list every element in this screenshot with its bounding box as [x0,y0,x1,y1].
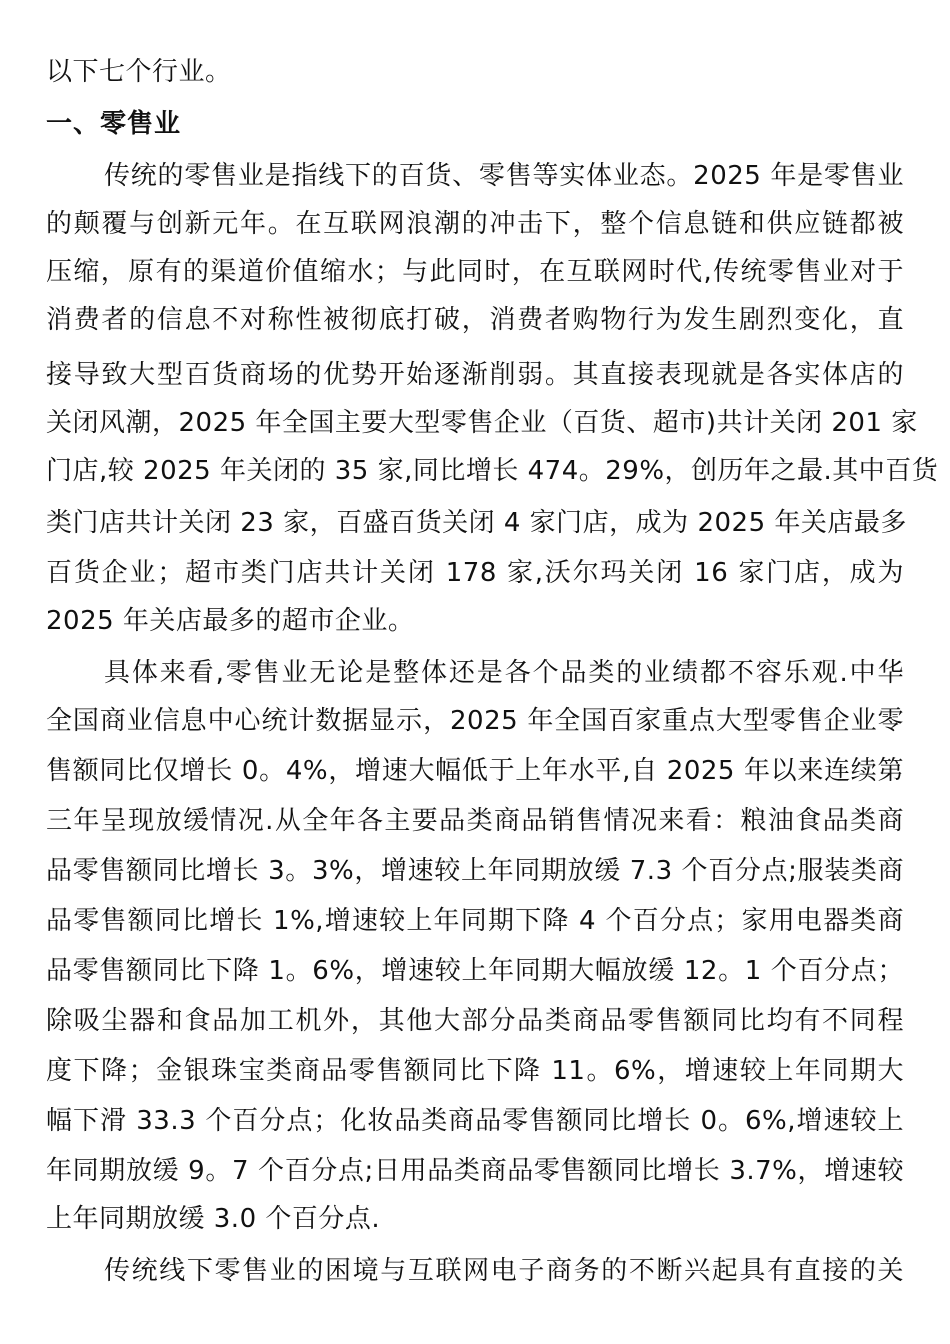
paragraph-3-line-1: 传统线下零售业的困境与互联网电子商务的不断兴起具有直接的关 [104,1256,904,1286]
paragraph-1-line-10: 2025 年关店最多的超市企业。 [46,606,415,636]
paragraph-1-line-5: 接导致大型百货商场的优势开始逐渐削弱。其直接表现就是各实体店的 [46,360,904,390]
paragraph-2-line-4: 三年呈现放缓情况.从全年各主要品类商品销售情况来看：粮油食品类商 [46,806,904,836]
paragraph-1-line-3: 压缩，原有的渠道价值缩水；与此同时，在互联网时代,传统零售业对于 [46,257,904,287]
paragraph-2-line-6: 品零售额同比增长 1%,增速较上年同期下降 4 个百分点；家用电器类商 [46,906,904,936]
paragraph-1-line-9: 百货企业；超市类门店共计关闭 178 家,沃尔玛关闭 16 家门店，成为 [46,558,904,588]
section-heading: 一、零售业 [46,109,182,139]
paragraph-1-line-6: 关闭风潮，2025 年全国主要大型零售企业（百货、超市)共计关闭 201 家 [46,408,918,438]
paragraph-1-line-8: 类门店共计关闭 23 家，百盛百货关闭 4 家门店，成为 2025 年关店最多 [46,508,907,538]
paragraph-2-line-2: 全国商业信息中心统计数据显示，2025 年全国百家重点大型零售企业零 [46,706,904,736]
paragraph-1-line-1: 传统的零售业是指线下的百货、零售等实体业态。2025 年是零售业 [104,161,904,191]
intro-line: 以下七个行业。 [46,57,232,87]
paragraph-2-line-5: 品零售额同比增长 3。3%，增速较上年同期放缓 7.3 个百分点;服装类商 [46,856,904,886]
paragraph-2-line-7: 品零售额同比下降 1。6%，增速较上年同期大幅放缓 12。1 个百分点； [46,956,904,986]
paragraph-2-line-12: 上年同期放缓 3.0 个百分点. [46,1204,381,1234]
paragraph-2-line-1: 具体来看,零售业无论是整体还是各个品类的业绩都不容乐观.中华 [104,658,904,688]
paragraph-2-line-8: 除吸尘器和食品加工机外，其他大部分品类商品零售额同比均有不同程 [46,1006,904,1036]
paragraph-2-line-3: 售额同比仅增长 0。4%，增速大幅低于上年水平,自 2025 年以来连续第 [46,756,904,786]
paragraph-1-line-2: 的颠覆与创新元年。在互联网浪潮的冲击下，整个信息链和供应链都被 [46,209,904,239]
paragraph-2-line-11: 年同期放缓 9。7 个百分点;日用品类商品零售额同比增长 3.7%，增速较 [46,1156,904,1186]
paragraph-2-line-9: 度下降；金银珠宝类商品零售额同比下降 11。6%，增速较上年同期大 [46,1056,904,1086]
paragraph-2-line-10: 幅下滑 33.3 个百分点；化妆品类商品零售额同比增长 0。6%,增速较上 [46,1106,904,1136]
paragraph-1-line-7: 门店,较 2025 年关闭的 35 家,同比增长 474。29%，创历年之最.其中百货 [46,456,939,486]
paragraph-1-line-4: 消费者的信息不对称性被彻底打破，消费者购物行为发生剧烈变化，直 [46,305,904,335]
